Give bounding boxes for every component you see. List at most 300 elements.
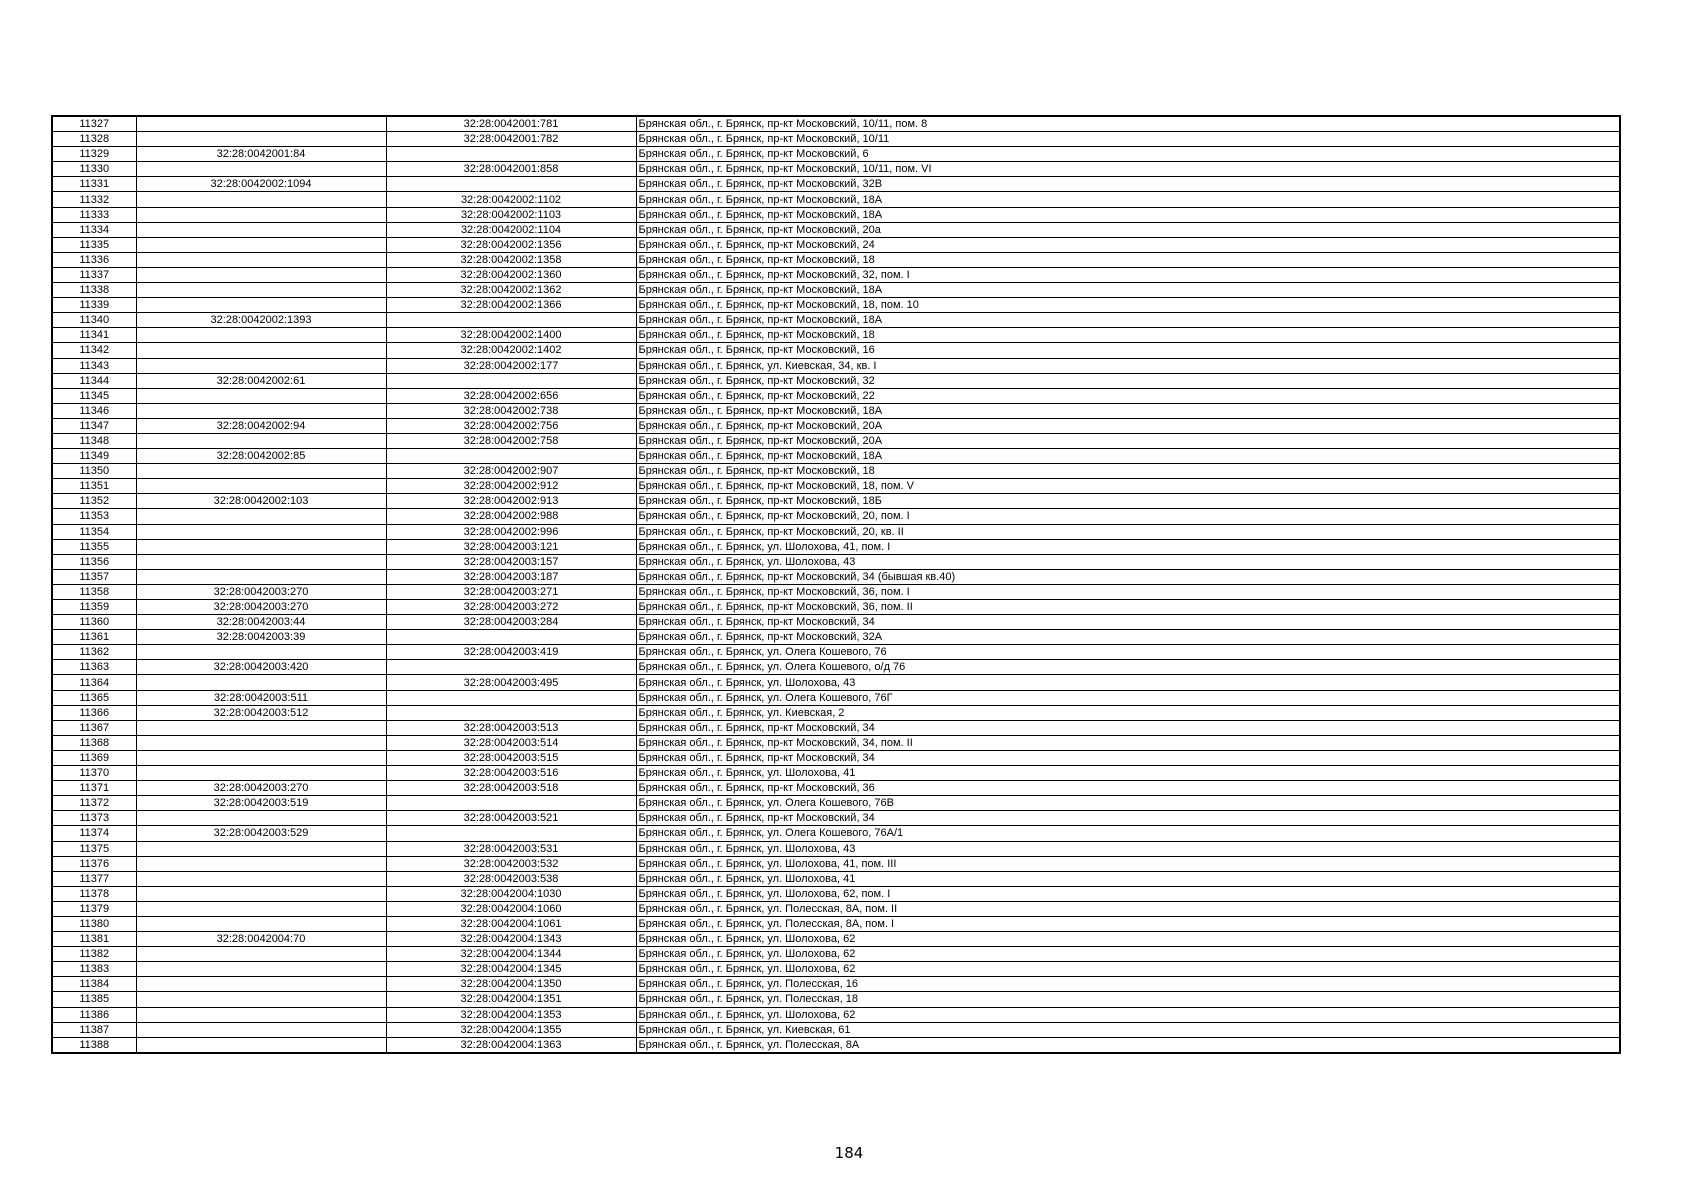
table-row <box>52 600 1620 615</box>
address-cell: Брянская обл., г. Брянск, пр-кт Московский, 22 <box>636 388 1620 403</box>
address-cell: Брянская обл., г. Брянск, пр-кт Московский, 32А <box>636 630 1620 645</box>
table-row <box>52 147 1620 162</box>
row-number-cell: 11359 <box>52 600 136 615</box>
object-cadastral-number-cell: 32:28:0042001:781 <box>386 116 636 132</box>
land-cadastral-number-cell: 32:28:0042003:519 <box>136 796 386 811</box>
object-cadastral-number-cell: 32:28:0042003:272 <box>386 600 636 615</box>
land-cadastral-number-cell: 32:28:0042003:420 <box>136 660 386 675</box>
land-cadastral-number-cell: 32:28:0042003:512 <box>136 705 386 720</box>
land-cadastral-number-cell <box>136 328 386 343</box>
object-cadastral-number-cell: 32:28:0042003:513 <box>386 720 636 735</box>
row-number-cell: 11340 <box>52 313 136 328</box>
land-cadastral-number-cell: 32:28:0042003:529 <box>136 826 386 841</box>
address-cell: Брянская обл., г. Брянск, пр-кт Московский, 34 <box>636 720 1620 735</box>
object-cadastral-number-cell: 32:28:0042002:1356 <box>386 237 636 252</box>
table-row <box>52 992 1620 1007</box>
address-cell: Брянская обл., г. Брянск, ул. Киевская, 61 <box>636 1022 1620 1037</box>
table-row <box>52 494 1620 509</box>
object-cadastral-number-cell: 32:28:0042004:1345 <box>386 962 636 977</box>
object-cadastral-number-cell: 32:28:0042002:1360 <box>386 267 636 282</box>
table-row <box>52 418 1620 433</box>
object-cadastral-number-cell: 32:28:0042004:1060 <box>386 901 636 916</box>
row-number-cell: 11375 <box>52 841 136 856</box>
row-number-cell: 11356 <box>52 554 136 569</box>
table-row <box>52 132 1620 147</box>
object-cadastral-number-cell: 32:28:0042003:515 <box>386 750 636 765</box>
table-row <box>52 720 1620 735</box>
land-cadastral-number-cell <box>136 811 386 826</box>
land-cadastral-number-cell <box>136 116 386 132</box>
address-cell: Брянская обл., г. Брянск, пр-кт Московский, 24 <box>636 237 1620 252</box>
object-cadastral-number-cell: 32:28:0042003:514 <box>386 735 636 750</box>
land-cadastral-number-cell <box>136 388 386 403</box>
row-number-cell: 11334 <box>52 222 136 237</box>
object-cadastral-number-cell: 32:28:0042002:1103 <box>386 207 636 222</box>
row-number-cell: 11371 <box>52 781 136 796</box>
object-cadastral-number-cell: 32:28:0042003:271 <box>386 584 636 599</box>
address-cell: Брянская обл., г. Брянск, ул. Шолохова, 62, пом. I <box>636 886 1620 901</box>
land-cadastral-number-cell <box>136 916 386 931</box>
row-number-cell: 11374 <box>52 826 136 841</box>
address-cell: Брянская обл., г. Брянск, пр-кт Московский, 10/11, пом. 8 <box>636 116 1620 132</box>
table-row <box>52 479 1620 494</box>
row-number-cell: 11382 <box>52 947 136 962</box>
land-cadastral-number-cell: 32:28:0042003:270 <box>136 584 386 599</box>
address-cell: Брянская обл., г. Брянск, пр-кт Московский, 16 <box>636 343 1620 358</box>
address-cell: Брянская обл., г. Брянск, ул. Шолохова, 43 <box>636 841 1620 856</box>
address-cell: Брянская обл., г. Брянск, ул. Полесская, 8А, пом. I <box>636 916 1620 931</box>
row-number-cell: 11339 <box>52 298 136 313</box>
land-cadastral-number-cell: 32:28:0042003:39 <box>136 630 386 645</box>
row-number-cell: 11345 <box>52 388 136 403</box>
table-row <box>52 192 1620 207</box>
address-cell: Брянская обл., г. Брянск, ул. Полесская, 8А <box>636 1037 1620 1053</box>
table-row <box>52 841 1620 856</box>
row-number-cell: 11381 <box>52 932 136 947</box>
address-cell: Брянская обл., г. Брянск, пр-кт Московский, 18, пом. V <box>636 479 1620 494</box>
table-row <box>52 1037 1620 1053</box>
address-cell: Брянская обл., г. Брянск, ул. Полесская, 18 <box>636 992 1620 1007</box>
land-cadastral-number-cell <box>136 403 386 418</box>
row-number-cell: 11354 <box>52 524 136 539</box>
land-cadastral-number-cell <box>136 252 386 267</box>
land-cadastral-number-cell <box>136 1037 386 1053</box>
address-cell: Брянская обл., г. Брянск, ул. Полесская, 8А, пом. II <box>636 901 1620 916</box>
address-cell: Брянская обл., г. Брянск, пр-кт Московский, 18А <box>636 207 1620 222</box>
row-number-cell: 11369 <box>52 750 136 765</box>
table-row <box>52 388 1620 403</box>
table-row <box>52 554 1620 569</box>
table-row <box>52 509 1620 524</box>
object-cadastral-number-cell: 32:28:0042002:907 <box>386 464 636 479</box>
address-cell: Брянская обл., г. Брянск, пр-кт Московский, 34, пом. II <box>636 735 1620 750</box>
row-number-cell: 11384 <box>52 977 136 992</box>
table-row <box>52 1007 1620 1022</box>
row-number-cell: 11335 <box>52 237 136 252</box>
object-cadastral-number-cell: 32:28:0042002:912 <box>386 479 636 494</box>
address-cell: Брянская обл., г. Брянск, ул. Шолохова, 62 <box>636 932 1620 947</box>
land-cadastral-number-cell: 32:28:0042003:44 <box>136 615 386 630</box>
land-cadastral-number-cell <box>136 162 386 177</box>
row-number-cell: 11344 <box>52 373 136 388</box>
row-number-cell: 11328 <box>52 132 136 147</box>
row-number-cell: 11373 <box>52 811 136 826</box>
address-cell: Брянская обл., г. Брянск, ул. Олега Кошевого, 76В <box>636 796 1620 811</box>
table-row <box>52 826 1620 841</box>
page-number: 184 <box>834 1144 864 1162</box>
address-cell: Брянская обл., г. Брянск, ул. Киевская, 34, кв. I <box>636 358 1620 373</box>
table-row <box>52 373 1620 388</box>
row-number-cell: 11372 <box>52 796 136 811</box>
table-row <box>52 630 1620 645</box>
address-cell: Брянская обл., г. Брянск, пр-кт Московский, 20А <box>636 433 1620 448</box>
row-number-cell: 11364 <box>52 675 136 690</box>
row-number-cell: 11363 <box>52 660 136 675</box>
table-row <box>52 328 1620 343</box>
object-cadastral-number-cell: 32:28:0042003:284 <box>386 615 636 630</box>
registry-table-container <box>51 115 1619 1054</box>
land-cadastral-number-cell <box>136 509 386 524</box>
table-row <box>52 645 1620 660</box>
object-cadastral-number-cell: 32:28:0042004:1030 <box>386 886 636 901</box>
land-cadastral-number-cell <box>136 524 386 539</box>
object-cadastral-number-cell: 32:28:0042002:1362 <box>386 283 636 298</box>
object-cadastral-number-cell: 32:28:0042004:1343 <box>386 932 636 947</box>
row-number-cell: 11376 <box>52 856 136 871</box>
row-number-cell: 11353 <box>52 509 136 524</box>
land-cadastral-number-cell: 32:28:0042002:1094 <box>136 177 386 192</box>
object-cadastral-number-cell: 32:28:0042002:1358 <box>386 252 636 267</box>
row-number-cell: 11357 <box>52 569 136 584</box>
table-row <box>52 675 1620 690</box>
object-cadastral-number-cell: 32:28:0042004:1344 <box>386 947 636 962</box>
row-number-cell: 11378 <box>52 886 136 901</box>
row-number-cell: 11347 <box>52 418 136 433</box>
row-number-cell: 11338 <box>52 283 136 298</box>
land-cadastral-number-cell <box>136 947 386 962</box>
address-cell: Брянская обл., г. Брянск, ул. Олега Кошевого, 76 <box>636 645 1620 660</box>
land-cadastral-number-cell <box>136 675 386 690</box>
object-cadastral-number-cell: 32:28:0042003:495 <box>386 675 636 690</box>
row-number-cell: 11332 <box>52 192 136 207</box>
object-cadastral-number-cell: 32:28:0042004:1363 <box>386 1037 636 1053</box>
table-row <box>52 464 1620 479</box>
object-cadastral-number-cell: 32:28:0042003:419 <box>386 645 636 660</box>
land-cadastral-number-cell: 32:28:0042002:94 <box>136 418 386 433</box>
address-cell: Брянская обл., г. Брянск, пр-кт Московский, 20, пом. I <box>636 509 1620 524</box>
object-cadastral-number-cell: 32:28:0042002:1402 <box>386 343 636 358</box>
address-cell: Брянская обл., г. Брянск, пр-кт Московский, 20, кв. II <box>636 524 1620 539</box>
object-cadastral-number-cell <box>386 147 636 162</box>
address-cell: Брянская обл., г. Брянск, пр-кт Московский, 34 (бывшая кв.40) <box>636 569 1620 584</box>
address-cell: Брянская обл., г. Брянск, пр-кт Московский, 18А <box>636 313 1620 328</box>
object-cadastral-number-cell: 32:28:0042004:1351 <box>386 992 636 1007</box>
address-cell: Брянская обл., г. Брянск, пр-кт Московский, 6 <box>636 147 1620 162</box>
address-cell: Брянская обл., г. Брянск, пр-кт Московский, 18А <box>636 403 1620 418</box>
table-row <box>52 750 1620 765</box>
land-cadastral-number-cell <box>136 766 386 781</box>
row-number-cell: 11383 <box>52 962 136 977</box>
table-row <box>52 766 1620 781</box>
row-number-cell: 11366 <box>52 705 136 720</box>
table-row <box>52 705 1620 720</box>
row-number-cell: 11387 <box>52 1022 136 1037</box>
land-cadastral-number-cell <box>136 1007 386 1022</box>
table-row <box>52 207 1620 222</box>
land-cadastral-number-cell <box>136 841 386 856</box>
row-number-cell: 11388 <box>52 1037 136 1053</box>
land-cadastral-number-cell <box>136 298 386 313</box>
row-number-cell: 11348 <box>52 433 136 448</box>
table-row <box>52 403 1620 418</box>
object-cadastral-number-cell <box>386 373 636 388</box>
address-cell: Брянская обл., г. Брянск, пр-кт Московский, 18 <box>636 464 1620 479</box>
land-cadastral-number-cell <box>136 237 386 252</box>
land-cadastral-number-cell <box>136 569 386 584</box>
object-cadastral-number-cell: 32:28:0042003:157 <box>386 554 636 569</box>
object-cadastral-number-cell <box>386 796 636 811</box>
address-cell: Брянская обл., г. Брянск, пр-кт Московский, 36, пом. II <box>636 600 1620 615</box>
land-cadastral-number-cell <box>136 750 386 765</box>
object-cadastral-number-cell: 32:28:0042004:1353 <box>386 1007 636 1022</box>
land-cadastral-number-cell <box>136 962 386 977</box>
table-row <box>52 162 1620 177</box>
land-cadastral-number-cell <box>136 992 386 1007</box>
land-cadastral-number-cell <box>136 977 386 992</box>
table-row <box>52 781 1620 796</box>
land-cadastral-number-cell <box>136 358 386 373</box>
row-number-cell: 11377 <box>52 871 136 886</box>
table-row <box>52 901 1620 916</box>
table-row <box>52 660 1620 675</box>
table-row <box>52 811 1620 826</box>
table-row <box>52 283 1620 298</box>
address-cell: Брянская обл., г. Брянск, ул. Шолохова, 41 <box>636 766 1620 781</box>
table-row <box>52 871 1620 886</box>
row-number-cell: 11351 <box>52 479 136 494</box>
row-number-cell: 11341 <box>52 328 136 343</box>
object-cadastral-number-cell: 32:28:0042002:177 <box>386 358 636 373</box>
table-row <box>52 569 1620 584</box>
object-cadastral-number-cell: 32:28:0042004:1350 <box>386 977 636 992</box>
row-number-cell: 11355 <box>52 539 136 554</box>
table-row <box>52 932 1620 947</box>
row-number-cell: 11329 <box>52 147 136 162</box>
object-cadastral-number-cell: 32:28:0042002:656 <box>386 388 636 403</box>
address-cell: Брянская обл., г. Брянск, пр-кт Московский, 32В <box>636 177 1620 192</box>
address-cell: Брянская обл., г. Брянск, пр-кт Московский, 32, пом. I <box>636 267 1620 282</box>
object-cadastral-number-cell <box>386 705 636 720</box>
address-cell: Брянская обл., г. Брянск, пр-кт Московский, 10/11, пом. VI <box>636 162 1620 177</box>
land-cadastral-number-cell <box>136 1022 386 1037</box>
table-row <box>52 116 1620 132</box>
address-cell: Брянская обл., г. Брянск, пр-кт Московский, 18, пом. 10 <box>636 298 1620 313</box>
address-cell: Брянская обл., г. Брянск, ул. Шолохова, 41, пом. III <box>636 856 1620 871</box>
table-row <box>52 524 1620 539</box>
row-number-cell: 11365 <box>52 690 136 705</box>
object-cadastral-number-cell: 32:28:0042003:521 <box>386 811 636 826</box>
table-row <box>52 584 1620 599</box>
object-cadastral-number-cell <box>386 313 636 328</box>
land-cadastral-number-cell: 32:28:0042002:61 <box>136 373 386 388</box>
row-number-cell: 11343 <box>52 358 136 373</box>
land-cadastral-number-cell <box>136 886 386 901</box>
row-number-cell: 11368 <box>52 735 136 750</box>
table-row <box>52 237 1620 252</box>
table-row <box>52 433 1620 448</box>
row-number-cell: 11385 <box>52 992 136 1007</box>
object-cadastral-number-cell <box>386 449 636 464</box>
table-row <box>52 615 1620 630</box>
table-row <box>52 886 1620 901</box>
row-number-cell: 11361 <box>52 630 136 645</box>
land-cadastral-number-cell <box>136 479 386 494</box>
row-number-cell: 11349 <box>52 449 136 464</box>
land-cadastral-number-cell <box>136 856 386 871</box>
land-cadastral-number-cell <box>136 222 386 237</box>
table-row <box>52 539 1620 554</box>
object-cadastral-number-cell: 32:28:0042002:1400 <box>386 328 636 343</box>
address-cell: Брянская обл., г. Брянск, пр-кт Московский, 18Б <box>636 494 1620 509</box>
address-cell: Брянская обл., г. Брянск, пр-кт Московский, 34 <box>636 750 1620 765</box>
table-row <box>52 856 1620 871</box>
table-row <box>52 690 1620 705</box>
table-row <box>52 252 1620 267</box>
row-number-cell: 11380 <box>52 916 136 931</box>
address-cell: Брянская обл., г. Брянск, ул. Шолохова, 43 <box>636 675 1620 690</box>
object-cadastral-number-cell: 32:28:0042002:756 <box>386 418 636 433</box>
land-cadastral-number-cell: 32:28:0042001:84 <box>136 147 386 162</box>
object-cadastral-number-cell: 32:28:0042003:187 <box>386 569 636 584</box>
land-cadastral-number-cell: 32:28:0042003:270 <box>136 781 386 796</box>
address-cell: Брянская обл., г. Брянск, ул. Шолохова, 41, пом. I <box>636 539 1620 554</box>
address-cell: Брянская обл., г. Брянск, пр-кт Московский, 20А <box>636 418 1620 433</box>
address-cell: Брянская обл., г. Брянск, ул. Шолохова, 41 <box>636 871 1620 886</box>
address-cell: Брянская обл., г. Брянск, ул. Шолохова, 43 <box>636 554 1620 569</box>
object-cadastral-number-cell: 32:28:0042002:988 <box>386 509 636 524</box>
row-number-cell: 11333 <box>52 207 136 222</box>
object-cadastral-number-cell: 32:28:0042003:516 <box>386 766 636 781</box>
address-cell: Брянская обл., г. Брянск, пр-кт Московский, 34 <box>636 811 1620 826</box>
object-cadastral-number-cell: 32:28:0042003:121 <box>386 539 636 554</box>
table-row <box>52 977 1620 992</box>
address-cell: Брянская обл., г. Брянск, ул. Полесская, 16 <box>636 977 1620 992</box>
land-cadastral-number-cell: 32:28:0042004:70 <box>136 932 386 947</box>
object-cadastral-number-cell: 32:28:0042003:538 <box>386 871 636 886</box>
table-row <box>52 177 1620 192</box>
registry-table-body <box>52 116 1620 1053</box>
row-number-cell: 11342 <box>52 343 136 358</box>
land-cadastral-number-cell <box>136 132 386 147</box>
address-cell: Брянская обл., г. Брянск, ул. Олега Кошевого, 76Г <box>636 690 1620 705</box>
land-cadastral-number-cell <box>136 464 386 479</box>
address-cell: Брянская обл., г. Брянск, пр-кт Московский, 36 <box>636 781 1620 796</box>
row-number-cell: 11362 <box>52 645 136 660</box>
object-cadastral-number-cell: 32:28:0042004:1355 <box>386 1022 636 1037</box>
land-cadastral-number-cell: 32:28:0042002:85 <box>136 449 386 464</box>
table-row <box>52 358 1620 373</box>
address-cell: Брянская обл., г. Брянск, пр-кт Московский, 36, пом. I <box>636 584 1620 599</box>
table-row <box>52 796 1620 811</box>
object-cadastral-number-cell: 32:28:0042003:532 <box>386 856 636 871</box>
address-cell: Брянская обл., г. Брянск, пр-кт Московский, 18 <box>636 328 1620 343</box>
land-cadastral-number-cell: 32:28:0042003:511 <box>136 690 386 705</box>
row-number-cell: 11386 <box>52 1007 136 1022</box>
object-cadastral-number-cell: 32:28:0042002:1102 <box>386 192 636 207</box>
land-cadastral-number-cell <box>136 901 386 916</box>
land-cadastral-number-cell: 32:28:0042002:1393 <box>136 313 386 328</box>
land-cadastral-number-cell <box>136 207 386 222</box>
table-row <box>52 962 1620 977</box>
table-row <box>52 267 1620 282</box>
table-row <box>52 735 1620 750</box>
address-cell: Брянская обл., г. Брянск, пр-кт Московский, 18 <box>636 252 1620 267</box>
address-cell: Брянская обл., г. Брянск, ул. Шолохова, 62 <box>636 1007 1620 1022</box>
table-row <box>52 222 1620 237</box>
object-cadastral-number-cell: 32:28:0042004:1061 <box>386 916 636 931</box>
address-cell: Брянская обл., г. Брянск, пр-кт Московский, 18А <box>636 449 1620 464</box>
object-cadastral-number-cell <box>386 660 636 675</box>
row-number-cell: 11336 <box>52 252 136 267</box>
land-cadastral-number-cell <box>136 645 386 660</box>
address-cell: Брянская обл., г. Брянск, пр-кт Московский, 10/11 <box>636 132 1620 147</box>
land-cadastral-number-cell <box>136 433 386 448</box>
land-cadastral-number-cell <box>136 554 386 569</box>
land-cadastral-number-cell <box>136 735 386 750</box>
object-cadastral-number-cell: 32:28:0042002:738 <box>386 403 636 418</box>
land-cadastral-number-cell: 32:28:0042002:103 <box>136 494 386 509</box>
address-cell: Брянская обл., г. Брянск, пр-кт Московский, 18А <box>636 283 1620 298</box>
row-number-cell: 11358 <box>52 584 136 599</box>
land-cadastral-number-cell: 32:28:0042003:270 <box>136 600 386 615</box>
table-row <box>52 298 1620 313</box>
object-cadastral-number-cell <box>386 630 636 645</box>
address-cell: Брянская обл., г. Брянск, ул. Олега Кошевого, о/д 76 <box>636 660 1620 675</box>
object-cadastral-number-cell: 32:28:0042002:1104 <box>386 222 636 237</box>
object-cadastral-number-cell: 32:28:0042003:518 <box>386 781 636 796</box>
row-number-cell: 11352 <box>52 494 136 509</box>
address-cell: Брянская обл., г. Брянск, ул. Киевская, 2 <box>636 705 1620 720</box>
address-cell: Брянская обл., г. Брянск, пр-кт Московский, 20а <box>636 222 1620 237</box>
object-cadastral-number-cell: 32:28:0042001:782 <box>386 132 636 147</box>
row-number-cell: 11370 <box>52 766 136 781</box>
row-number-cell: 11360 <box>52 615 136 630</box>
object-cadastral-number-cell: 32:28:0042003:531 <box>386 841 636 856</box>
land-cadastral-number-cell <box>136 871 386 886</box>
table-row <box>52 313 1620 328</box>
address-cell: Брянская обл., г. Брянск, пр-кт Московский, 18А <box>636 192 1620 207</box>
table-row <box>52 916 1620 931</box>
row-number-cell: 11327 <box>52 116 136 132</box>
land-cadastral-number-cell <box>136 267 386 282</box>
land-cadastral-number-cell <box>136 283 386 298</box>
address-cell: Брянская обл., г. Брянск, ул. Олега Кошевого, 76А/1 <box>636 826 1620 841</box>
row-number-cell: 11330 <box>52 162 136 177</box>
row-number-cell: 11379 <box>52 901 136 916</box>
land-cadastral-number-cell <box>136 343 386 358</box>
row-number-cell: 11350 <box>52 464 136 479</box>
address-cell: Брянская обл., г. Брянск, пр-кт Московский, 32 <box>636 373 1620 388</box>
land-cadastral-number-cell <box>136 192 386 207</box>
address-cell: Брянская обл., г. Брянск, ул. Шолохова, 62 <box>636 947 1620 962</box>
object-cadastral-number-cell: 32:28:0042002:758 <box>386 433 636 448</box>
table-row <box>52 1022 1620 1037</box>
object-cadastral-number-cell <box>386 690 636 705</box>
object-cadastral-number-cell: 32:28:0042002:996 <box>386 524 636 539</box>
table-row <box>52 947 1620 962</box>
address-cell: Брянская обл., г. Брянск, ул. Шолохова, 62 <box>636 962 1620 977</box>
row-number-cell: 11337 <box>52 267 136 282</box>
